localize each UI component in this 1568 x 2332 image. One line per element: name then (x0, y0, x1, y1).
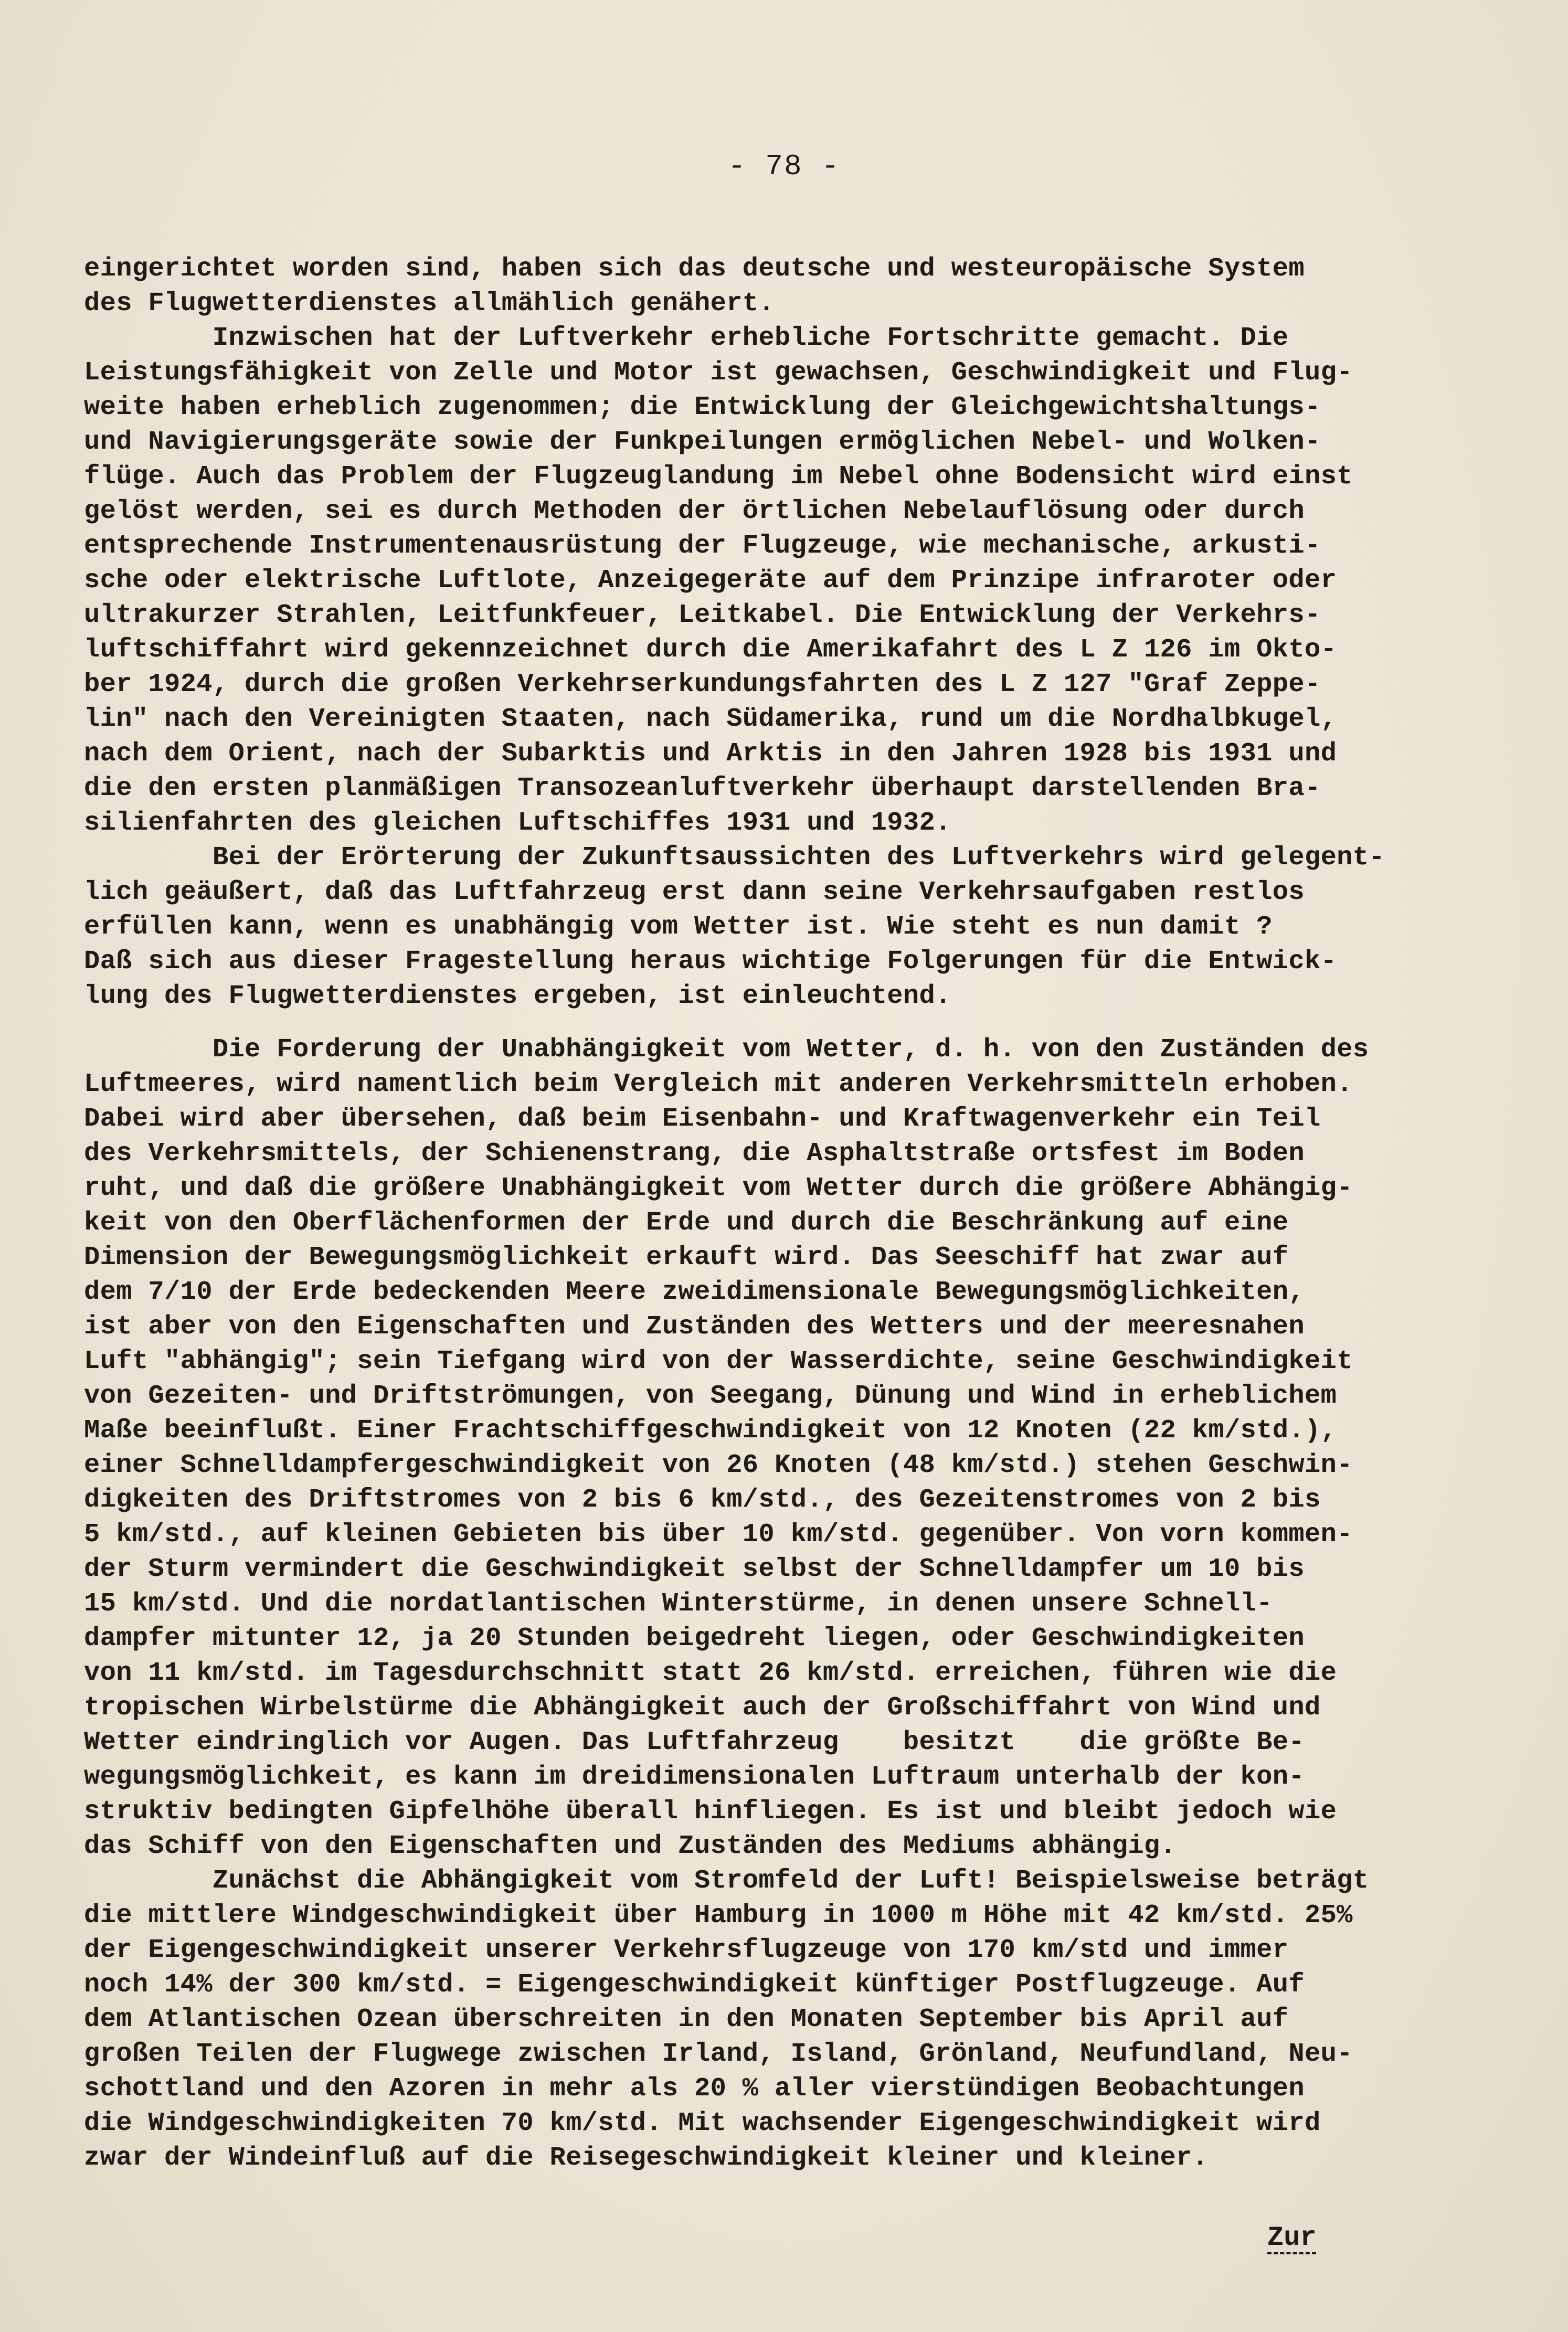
text-line: des Verkehrsmittels, der Schienenstrang, die Asphaltstraße ortsfest im Boden (84, 1139, 1305, 1169)
text-line: luftschiffahrt wird gekennzeichnet durch die Amerikafahrt des L Z 126 im Okto- (84, 635, 1337, 665)
text-line: Dimension der Bewegungsmöglichkeit erkauft wird. Das Seeschiff hat zwar auf (84, 1243, 1289, 1273)
text-line: und Navigierungsgeräte sowie der Funkpeilungen ermöglichen Nebel- und Wolken- (84, 427, 1321, 457)
text-line: dem Atlantischen Ozean überschreiten in den Monaten September bis April auf (84, 2005, 1289, 2034)
paragraph (84, 252, 1438, 321)
text-line: die Windgeschwindigkeiten 70 km/std. Mit wachsender Eigengeschwindigkeit wird (84, 2108, 1321, 2138)
text-line: ruht, und daß die größere Unabhängigkeit vom Wetter durch die größere Abhängig- (84, 1173, 1353, 1203)
text-line: von 11 km/std. im Tagesdurchschnitt statt 26 km/std. erreichen, führen wie die (84, 1658, 1337, 1688)
text-line: von Gezeiten- und Driftströmungen, von Seegang, Dünung und Wind in erheblichem (84, 1381, 1337, 1411)
text-line: Dabei wird aber übersehen, daß beim Eisenbahn- und Kraftwagenverkehr ein Teil (84, 1104, 1321, 1134)
text-line: keit von den Oberflächenformen der Erde und durch die Beschränkung auf eine (84, 1208, 1289, 1238)
text-line: lung des Flugwetterdienstes ergeben, ist einleuchtend. (84, 981, 951, 1011)
text-line: dem 7/10 der Erde bedeckenden Meere zweidimensionale Bewegungsmöglichkeiten, (84, 1277, 1305, 1307)
text-line: zwar der Windeinfluß auf die Reisegeschwindigkeit kleiner und kleiner. (84, 2143, 1209, 2173)
catchword: Zur (1267, 2222, 1317, 2253)
text-line: 5 km/std., auf kleinen Gebieten bis über 10 km/std. gegenüber. Von vorn kommen- (84, 1520, 1353, 1550)
text-line: 15 km/std. Und die nordatlantischen Winterstürme, in denen unsere Schnell- (84, 1589, 1273, 1619)
text-line: schottland und den Azoren in mehr als 20 % aller vierstündigen Beobachtungen (84, 2074, 1305, 2104)
text-line: Zunächst die Abhängigkeit vom Stromfeld der Luft! Beispielsweise beträgt (84, 1866, 1369, 1896)
text-line: ist aber von den Eigenschaften und Zuständen des Wetters und der meeresnahen (84, 1312, 1305, 1342)
text-line: tropischen Wirbelstürme die Abhängigkeit auch der Großschiffahrt von Wind und (84, 1693, 1321, 1723)
text-line: Maße beeinflußt. Einer Frachtschiffgeschwindigkeit von 12 Knoten (22 km/std.), (84, 1416, 1337, 1446)
text-line: wegungsmöglichkeit, es kann im dreidimensionalen Luftraum unterhalb der kon- (84, 1762, 1305, 1792)
text-line: großen Teilen der Flugwege zwischen Irland, Island, Grönland, Neufundland, Neu- (84, 2039, 1353, 2069)
text-line: des Flugwetterdienstes allmählich genähert. (84, 289, 775, 319)
text-line: die den ersten planmäßigen Transozeanluftverkehr überhaupt darstellenden Bra- (84, 773, 1321, 803)
text-line: Luft "abhängig"; sein Tiefgang wird von der Wasserdichte, seine Geschwindigkeit (84, 1347, 1353, 1376)
text-line: die mittlere Windgeschwindigkeit über Hamburg in 1000 m Höhe mit 42 km/std. 25% (84, 1901, 1353, 1931)
text-line: struktiv bedingten Gipfelhöhe überall hinfliegen. Es ist und bleibt jedoch wie (84, 1797, 1337, 1827)
text-line: digkeiten des Driftstromes von 2 bis 6 km/std., des Gezeitenstromes von 2 bis (84, 1485, 1321, 1515)
paragraph (84, 1033, 1438, 1864)
text-line: gelöst werden, sei es durch Methoden der örtlichen Nebelauflösung oder durch (84, 496, 1305, 526)
text-line: ultrakurzer Strahlen, Leitfunkfeuer, Leitkabel. Die Entwicklung der Verkehrs- (84, 600, 1321, 630)
text-line: Luftmeeres, wird namentlich beim Vergleich mit anderen Verkehrsmitteln erhoben. (84, 1069, 1353, 1099)
text-line: lin" nach den Vereinigten Staaten, nach Südamerika, rund um die Nordhalbkugel, (84, 704, 1337, 734)
text-line: sche oder elektrische Luftlote, Anzeigegeräte auf dem Prinzipe infraroter oder (84, 566, 1337, 596)
text-line: der Sturm vermindert die Geschwindigkeit selbst der Schnelldampfer um 10 bis (84, 1554, 1305, 1584)
text-line: einer Schnelldampfergeschwindigkeit von 26 Knoten (48 km/std.) stehen Geschwin- (84, 1450, 1353, 1480)
text-line: silienfahrten des gleichen Luftschiffes 1931 und 1932. (84, 808, 951, 838)
text-line: eingerichtet worden sind, haben sich das deutsche und westeuropäische System (84, 254, 1305, 284)
text-line: ber 1924, durch die großen Verkehrserkundungsfahrten des L Z 127 "Graf Zeppe- (84, 670, 1321, 699)
text-line: Inzwischen hat der Luftverkehr erhebliche Fortschritte gemacht. Die (84, 323, 1289, 353)
text-line: Wetter eindringlich vor Augen. Das Luftfahrzeug besitzt die größte Be- (84, 1727, 1305, 1757)
text-line: Leistungsfähigkeit von Zelle und Motor ist gewachsen, Geschwindigkeit und Flug- (84, 358, 1353, 388)
text-line: Die Forderung der Unabhängigkeit vom Wetter, d. h. von den Zuständen des (84, 1035, 1369, 1065)
body-text (84, 252, 1438, 2176)
text-line: weite haben erheblich zugenommen; die Entwicklung der Gleichgewichtshaltungs- (84, 393, 1321, 422)
text-line: das Schiff von den Eigenschaften und Zuständen des Mediums abhängig. (84, 1831, 1177, 1861)
text-line: flüge. Auch das Problem der Flugzeuglandung im Nebel ohne Bodensicht wird einst (84, 462, 1353, 492)
paragraph (84, 321, 1438, 841)
text-line: Bei der Erörterung der Zukunftsaussichten des Luftverkehrs wird gelegent- (84, 843, 1385, 873)
text-line: noch 14% der 300 km/std. = Eigengeschwindigkeit künftiger Postflugzeuge. Auf (84, 1970, 1305, 2000)
text-line: entsprechende Instrumentenausrüstung der Flugzeuge, wie mechanische, arkusti- (84, 531, 1321, 561)
text-line: der Eigengeschwindigkeit unserer Verkehrsflugzeuge von 170 km/std und immer (84, 1935, 1289, 1965)
text-line: erfüllen kann, wenn es unabhängig vom Wetter ist. Wie steht es nun damit ? (84, 912, 1273, 942)
paragraph (84, 1864, 1438, 2176)
text-line: Daß sich aus dieser Fragestellung heraus wichtige Folgerungen für die Entwick- (84, 947, 1337, 977)
text-line: nach dem Orient, nach der Subarktis und Arktis in den Jahren 1928 bis 1931 und (84, 739, 1337, 769)
text-line: dampfer mitunter 12, ja 20 Stunden beigedreht liegen, oder Geschwindigkeiten (84, 1624, 1305, 1653)
text-line: lich geäußert, daß das Luftfahrzeug erst dann seine Verkehrsaufgaben restlos (84, 877, 1305, 907)
paragraph (84, 841, 1438, 1014)
page-number: - 78 - (728, 150, 840, 183)
